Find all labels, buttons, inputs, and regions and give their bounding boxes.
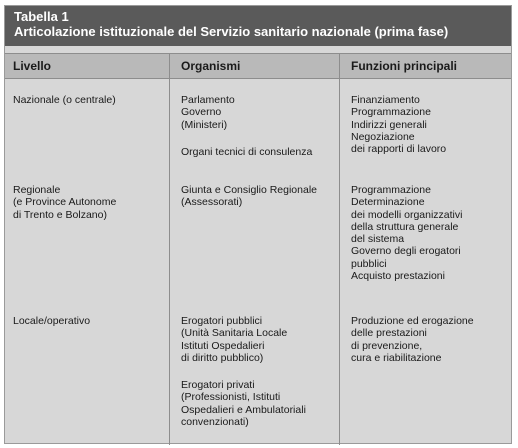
column-divider — [169, 53, 170, 445]
cell-line: del sistema — [351, 233, 405, 246]
cell-line: Locale/operativo — [13, 315, 91, 327]
cell-line: Finanziamento — [351, 94, 420, 106]
cell-organismi-locale-privati — [181, 379, 306, 428]
cell-line: Determinazione — [351, 196, 425, 209]
cell-livello-nazionale — [13, 94, 116, 106]
cell-line: (Unità Sanitaria Locale — [181, 327, 288, 340]
header-organismi: Organismi — [181, 59, 241, 73]
cell-line: Indirizzi generali — [351, 118, 427, 131]
cell-line: della struttura generale — [351, 220, 459, 233]
cell-line: Erogatori privati — [181, 379, 255, 391]
cell-line: (Assessorati) — [181, 196, 243, 209]
cell-line: di diritto pubblico) — [181, 351, 264, 364]
cell-line: (Ministeri) — [181, 118, 228, 131]
cell-line: Programmazione — [351, 106, 431, 119]
cell-line: Negoziazione — [351, 130, 415, 143]
cell-line: Organi tecnici di consulenza — [181, 146, 313, 158]
cell-line: dei rapporti di lavoro — [351, 143, 447, 156]
cell-line: Parlamento — [181, 94, 235, 106]
header-livello: Livello — [13, 59, 52, 73]
cell-line: Ospedalieri e Ambulatoriali — [181, 403, 306, 416]
cell-line: pubblici — [351, 257, 387, 270]
cell-organismi-nazionale — [181, 94, 235, 131]
table-label: Tabella 1 — [14, 9, 69, 24]
cell-line: Governo — [181, 106, 222, 119]
cell-livello-locale — [13, 315, 90, 327]
cell-line: Nazionale (o centrale) — [13, 94, 116, 106]
cell-line: (Professionisti, Istituti — [181, 391, 281, 404]
cell-line: (e Province Autonome — [13, 196, 117, 209]
cell-line: di Trento e Bolzano) — [13, 208, 107, 221]
cell-line: dei modelli organizzativi — [351, 208, 463, 221]
cell-line: Regionale — [13, 184, 61, 196]
cell-line: Governo degli erogatori — [351, 245, 461, 258]
cell-line: delle prestazioni — [351, 327, 427, 340]
cell-livello-regionale — [13, 184, 116, 221]
column-divider — [339, 53, 340, 445]
cell-funzioni-locale — [351, 315, 474, 364]
table-title: Articolazione istituzionale del Servizio sanitario nazionale (prima fase) — [14, 24, 449, 39]
table-frame — [4, 5, 512, 444]
cell-line: convenzionati) — [181, 415, 249, 428]
cell-organismi-locale-pubblici — [181, 315, 287, 364]
cell-organismi-regionale — [181, 184, 317, 209]
cell-organismi-nazionale-consulenza — [181, 146, 312, 158]
cell-line: Acquisto prestazioni — [351, 270, 445, 283]
cell-line: Erogatori pubblici — [181, 315, 263, 327]
cell-funzioni-regionale — [351, 184, 462, 282]
cell-line: di prevenzione, — [351, 339, 423, 352]
cell-line: Produzione ed erogazione — [351, 315, 474, 327]
cell-line: Giunta e Consiglio Regionale — [181, 184, 318, 196]
cell-funzioni-nazionale — [351, 94, 446, 155]
cell-line: Istituti Ospedalieri — [181, 339, 265, 352]
header-funzioni: Funzioni principali — [351, 59, 457, 73]
table-title-bar — [5, 6, 511, 46]
cell-line: cura e riabilitazione — [351, 351, 442, 364]
cell-line: Programmazione — [351, 184, 431, 196]
